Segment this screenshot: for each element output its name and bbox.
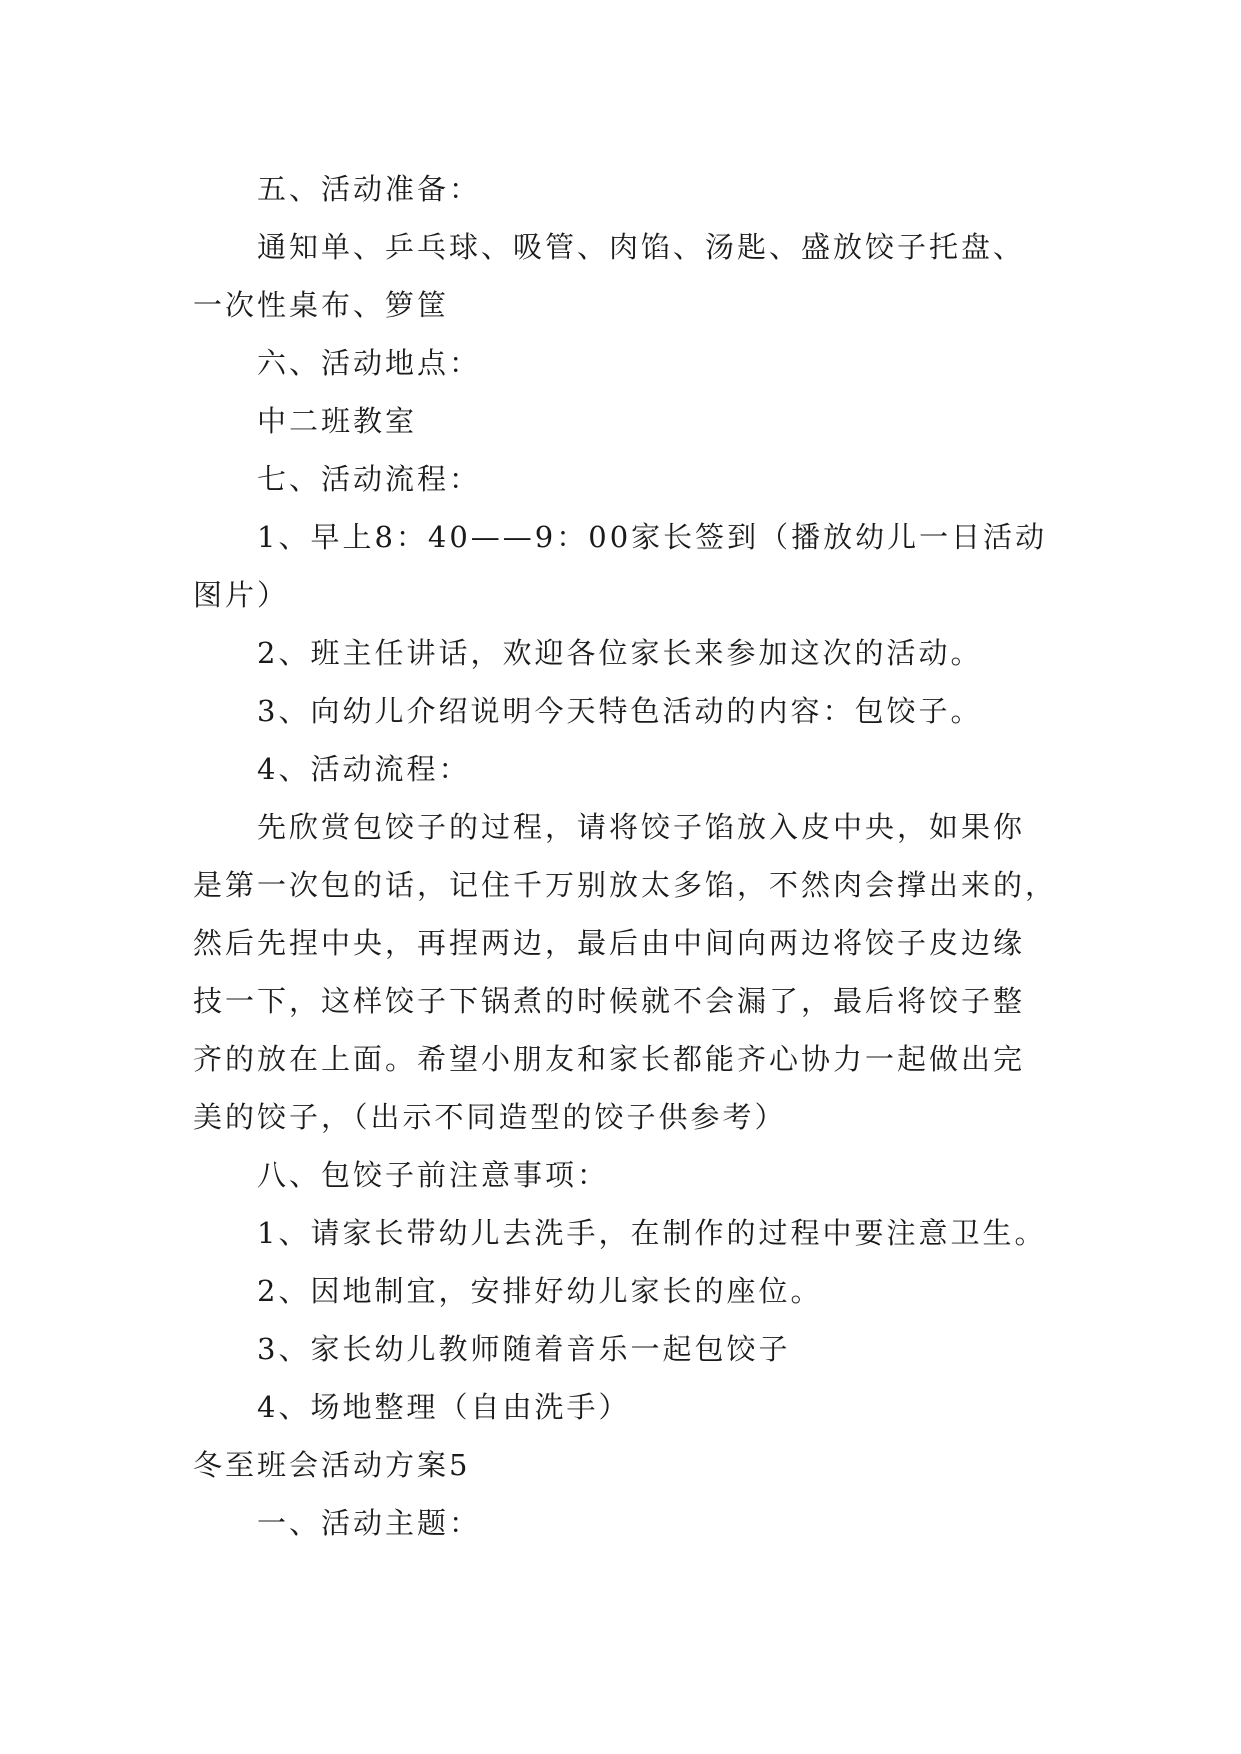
text-line: 1、请家长带幼儿去洗手，在制作的过程中要注意卫生。: [257, 1216, 1047, 1250]
text-line: 4、活动流程：: [257, 752, 471, 786]
text-line: 齐的放在上面。希望小朋友和家长都能齐心协力一起做出完: [193, 1042, 1026, 1076]
text-line: 4、场地整理（自由洗手）: [257, 1390, 631, 1424]
text-line: 然后先捏中央，再捏两边，最后由中间向两边将饺子皮边缘: [193, 926, 1026, 960]
section-heading-notes: 八、包饺子前注意事项：: [257, 1158, 610, 1192]
section-heading-process: 七、活动流程：: [257, 462, 482, 496]
text-line: 一次性桌布、箩筐: [193, 288, 450, 322]
document-body: [193, 160, 1058, 1552]
text-line: 是第一次包的话，记住千万别放太多馅，不然肉会撑出来的，: [193, 868, 1058, 902]
text-line: 美的饺子，（出示不同造型的饺子供参考）: [193, 1100, 787, 1134]
text-line: 图片）: [193, 578, 290, 612]
text-line: 技一下，这样饺子下锅煮的时候就不会漏了，最后将饺子整: [193, 984, 1026, 1018]
section-heading-location: 六、活动地点：: [257, 346, 482, 380]
text-line: 中二班教室: [257, 404, 418, 438]
section-heading-theme: 一、活动主题：: [257, 1506, 482, 1540]
plan-title: 冬至班会活动方案5: [193, 1448, 471, 1482]
text-line: 1、早上8：40——9：00家长签到（播放幼儿一日活动: [257, 520, 1048, 554]
section-heading-preparation: 五、活动准备：: [257, 172, 482, 206]
text-line: 3、家长幼儿教师随着音乐一起包饺子: [257, 1332, 791, 1366]
text-line: 3、向幼儿介绍说明今天特色活动的内容：包饺子。: [257, 694, 983, 728]
text-line: 2、因地制宜，安排好幼儿家长的座位。: [257, 1274, 823, 1308]
text-line: 通知单、乒乓球、吸管、肉馅、汤匙、盛放饺子托盘、: [257, 230, 1026, 264]
text-line: 2、班主任讲话，欢迎各位家长来参加这次的活动。: [257, 636, 983, 670]
text-line: 先欣赏包饺子的过程，请将饺子馅放入皮中央，如果你: [257, 810, 1026, 844]
